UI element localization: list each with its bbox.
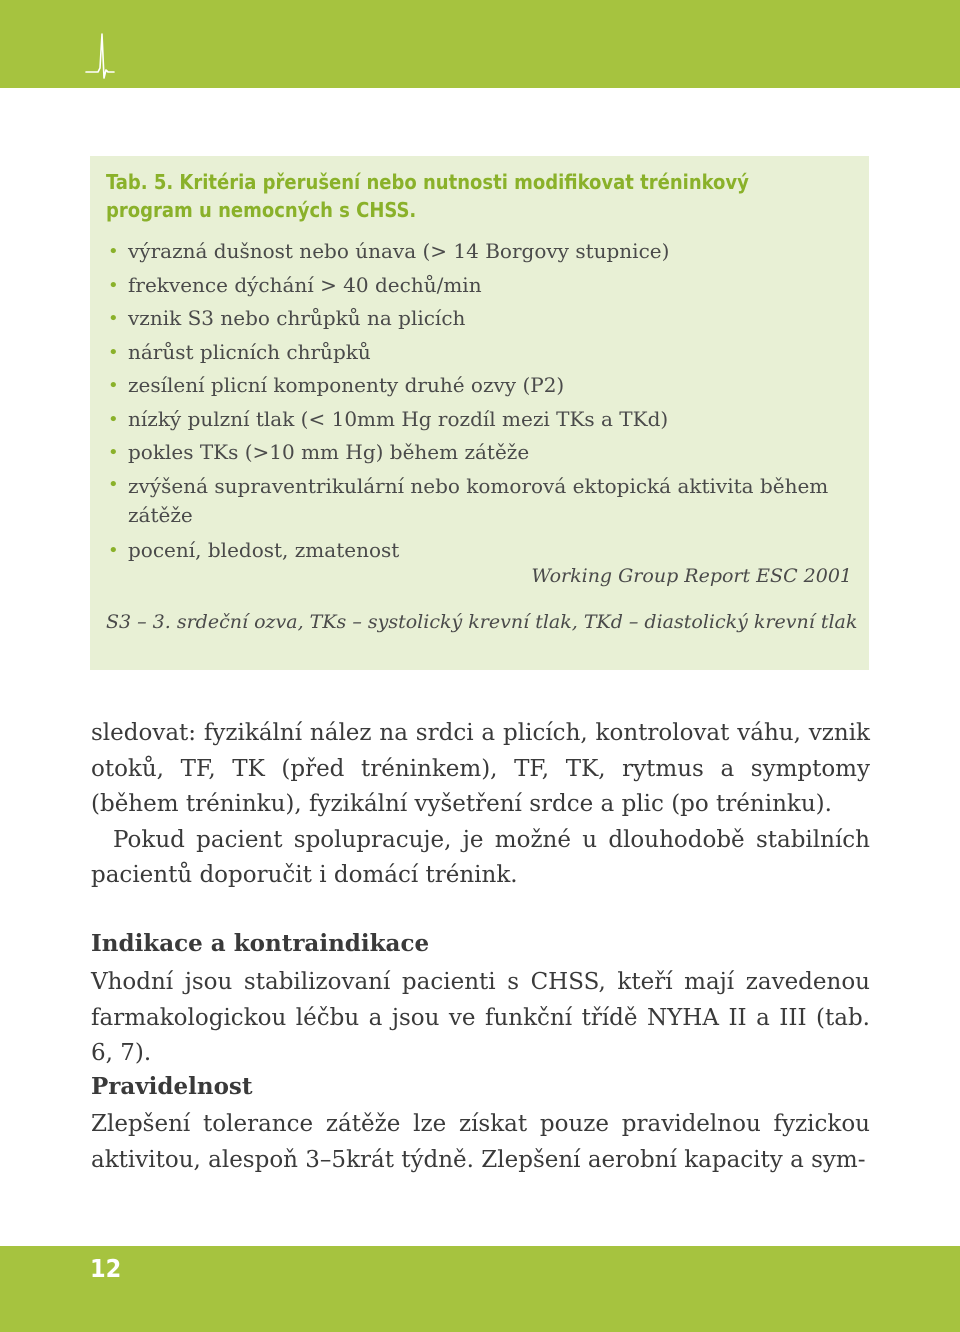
section-heading: Indikace a kontraindikace [91, 930, 430, 957]
body-paragraphs [91, 716, 870, 894]
list-item: • vznik S3 nebo chrůpků na plicích [106, 302, 846, 336]
list-item: • zesílení plicní komponenty druhé ozvy (P2) [106, 369, 846, 403]
header-bar [0, 0, 960, 88]
paragraph: Zlepšení tolerance zátěže lze získat pouze pravidelnou fyzickou aktivitou, alespoň 3–5krát týdně. Zlepšení aerobní kapacity a sym- [91, 1111, 870, 1173]
paragraph: sledovat: fyzikální nález na srdci a plicích, kontrolovat váhu, vznik otoků, TF, TK (před tréninkem), TF, TK, rytmus a symptomy (během tréninku), fyzikální vyšetření srdce a plic (po tréninku). [91, 720, 870, 817]
footer-bar [0, 1246, 960, 1332]
list-item: • nárůst plicních chrůpků [106, 336, 846, 370]
list-item: • frekvence dýchání > 40 dechů/min [106, 269, 846, 303]
section-text [91, 1107, 870, 1178]
table-title: Tab. 5. Kritéria přerušení nebo nutnosti modifikovat tréninkový program u nemocných s CHSS. [106, 170, 749, 222]
criteria-list [106, 235, 846, 567]
table-legend: S3 – 3. srdeční ozva, TKs – systolický krevní tlak, TKd – diastolický krevní tlak [106, 611, 858, 633]
paragraph: Vhodní jsou stabilizovaní pacienti s CHSS, kteří mají zavedenou farmakologickou léčbu a jsou ve funkční třídě NYHA II a III (tab. 6, 7). [91, 969, 870, 1066]
list-item: • výrazná dušnost nebo únava (> 14 Borgovy stupnice) [106, 235, 846, 269]
page-number: 12 [90, 1254, 122, 1283]
ecg-pulse-icon [84, 32, 124, 84]
paragraph: Pokud pacient spolupracuje, je možné u dlouhodobě stabilních pacientů doporučit i domácí trénink. [91, 826, 870, 888]
section-heading: Pravidelnost [91, 1073, 253, 1100]
list-item: • pocení, bledost, zmatenost [106, 534, 846, 568]
table-source: Working Group Report ESC 2001 [531, 565, 852, 587]
list-item: • nízký pulzní tlak (< 10mm Hg rozdíl mezi TKs a TKd) [106, 403, 846, 437]
list-item: • zvýšená supraventrikulární nebo komorová ektopická aktivita během zátěže [106, 470, 846, 534]
section-text [91, 965, 870, 1072]
list-item: • pokles TKs (>10 mm Hg) během zátěže [106, 436, 846, 470]
